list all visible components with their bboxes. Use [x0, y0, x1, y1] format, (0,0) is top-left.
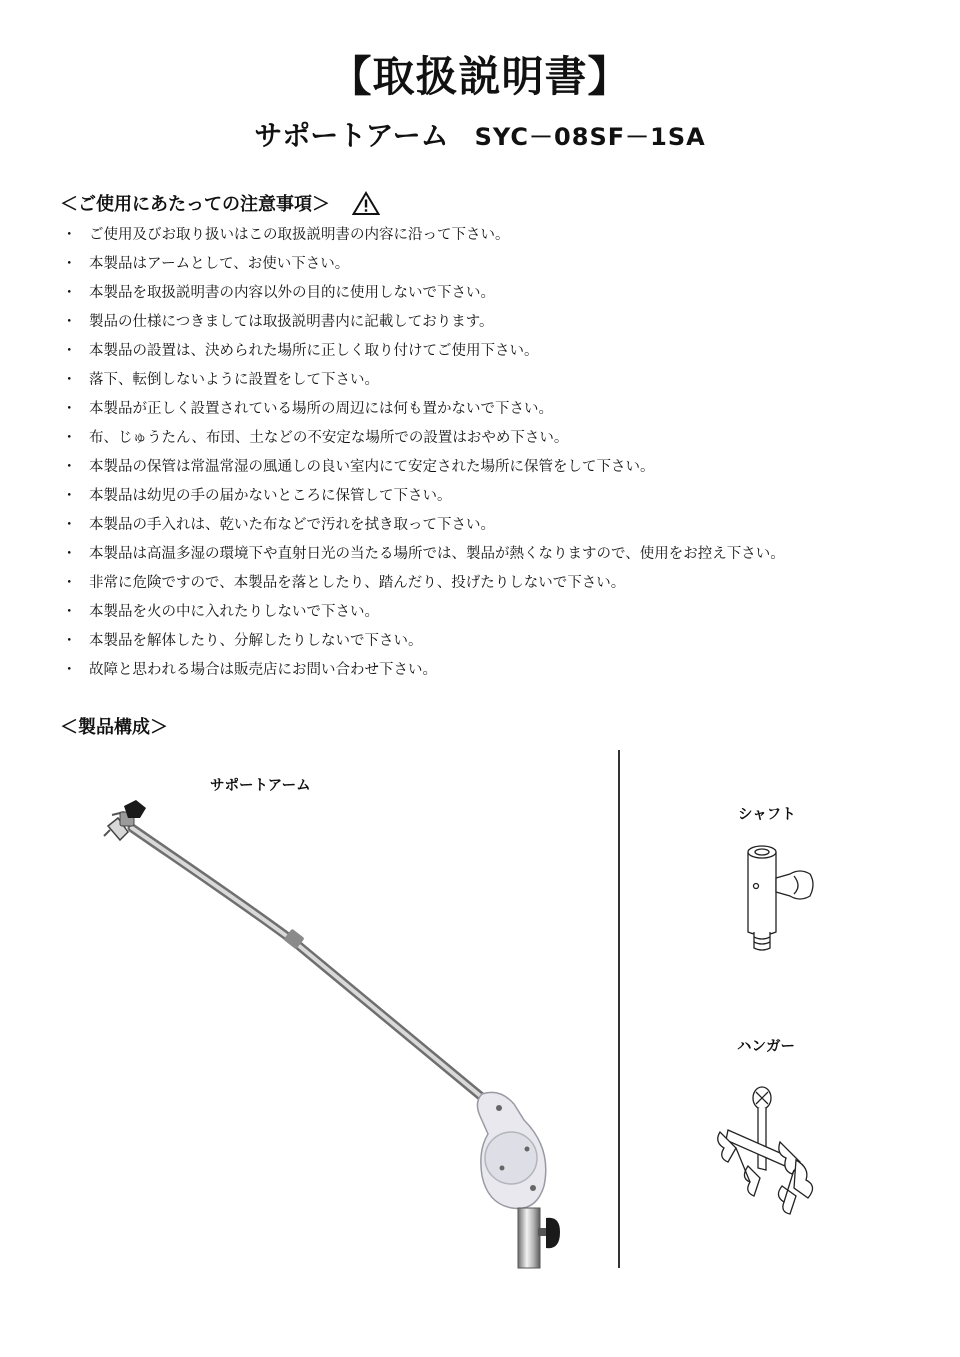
caution-item	[62, 395, 785, 424]
caution-heading-text: ＜ご使用にあたっての注意事項＞	[60, 194, 330, 215]
caution-section-heading	[60, 190, 380, 216]
caution-item-text: 非常に危険ですので、本製品を落としたり、踏んだり、投げたりしないで下さい。	[89, 575, 626, 591]
hanger-label: ハンガー	[737, 1039, 795, 1055]
caution-item	[62, 598, 785, 627]
caution-item	[62, 627, 785, 656]
bullet-mark: ・	[62, 227, 77, 243]
caution-item-text: 本製品が正しく設置されている場所の周辺には何も置かないで下さい。	[89, 401, 553, 417]
caution-item	[62, 453, 785, 482]
caution-item	[62, 569, 785, 598]
caution-item-text: 落下、転倒しないように設置をして下さい。	[89, 372, 379, 388]
bullet-mark: ・	[62, 256, 77, 272]
bullet-mark: ・	[62, 285, 77, 301]
bullet-mark: ・	[62, 604, 77, 620]
caution-item	[62, 250, 785, 279]
bullet-mark: ・	[62, 430, 77, 446]
caution-item-text: 布、じゅうたん、布団、土などの不安定な場所での設置はおやめ下さい。	[89, 430, 569, 446]
bullet-mark: ・	[62, 401, 77, 417]
document-title: 【取扱説明書】	[329, 52, 631, 101]
caution-item-text: 本製品の保管は常温常湿の風通しの良い室内にて安定された場所に保管をして下さい。	[89, 459, 655, 475]
composition-section-heading: ＜製品構成＞	[60, 717, 168, 738]
bullet-mark: ・	[62, 633, 77, 649]
caution-item-text: 本製品を火の中に入れたりしないで下さい。	[89, 604, 379, 620]
bullet-mark: ・	[62, 314, 77, 330]
support-arm-image	[95, 790, 585, 1280]
caution-item-text: 本製品の手入れは、乾いた布などで汚れを拭き取って下さい。	[89, 517, 495, 533]
bullet-mark: ・	[62, 459, 77, 475]
caution-item	[62, 366, 785, 395]
bullet-mark: ・	[62, 662, 77, 678]
bullet-mark: ・	[62, 343, 77, 359]
bullet-mark: ・	[62, 575, 77, 591]
warning-triangle-icon	[352, 191, 380, 216]
caution-item	[62, 221, 785, 250]
caution-item-text: 本製品は幼児の手の届かないところに保管して下さい。	[89, 488, 452, 504]
caution-item	[62, 540, 785, 569]
caution-item	[62, 279, 785, 308]
shaft-image	[738, 840, 818, 960]
bullet-mark: ・	[62, 488, 77, 504]
caution-list	[62, 221, 785, 685]
bullet-mark: ・	[62, 517, 77, 533]
caution-item-text: ご使用及びお取り扱いはこの取扱説明書の内容に沿って下さい。	[89, 227, 510, 243]
bullet-mark: ・	[62, 372, 77, 388]
caution-item-text: 本製品を解体したり、分解したりしないで下さい。	[89, 633, 423, 649]
caution-item-text: 本製品はアームとして、お使い下さい。	[89, 256, 350, 272]
caution-item	[62, 337, 785, 366]
caution-item-text: 本製品の設置は、決められた場所に正しく取り付けてご使用下さい。	[89, 343, 539, 359]
product-name: サポートアーム	[254, 119, 449, 152]
caution-item	[62, 656, 785, 685]
bullet-mark: ・	[62, 546, 77, 562]
caution-item	[62, 511, 785, 540]
hanger-image	[710, 1078, 822, 1218]
caution-item-text: 故障と思われる場合は販売店にお問い合わせ下さい。	[89, 662, 437, 678]
model-number: SYC－08SF－1SA	[474, 123, 706, 151]
shaft-label: シャフト	[738, 807, 796, 823]
caution-item-text: 本製品は高温多湿の環境下や直射日光の当たる場所では、製品が熱くなりますので、使用をお控え下さい。	[89, 546, 785, 562]
support-arm-label: サポートアーム	[210, 778, 311, 794]
column-divider	[618, 750, 620, 1268]
caution-item-text: 本製品を取扱説明書の内容以外の目的に使用しないで下さい。	[89, 285, 495, 301]
caution-item	[62, 308, 785, 337]
caution-item	[62, 424, 785, 453]
product-title	[0, 114, 960, 154]
caution-item-text: 製品の仕様につきましては取扱説明書内に記載しております。	[89, 314, 494, 330]
caution-item	[62, 482, 785, 511]
